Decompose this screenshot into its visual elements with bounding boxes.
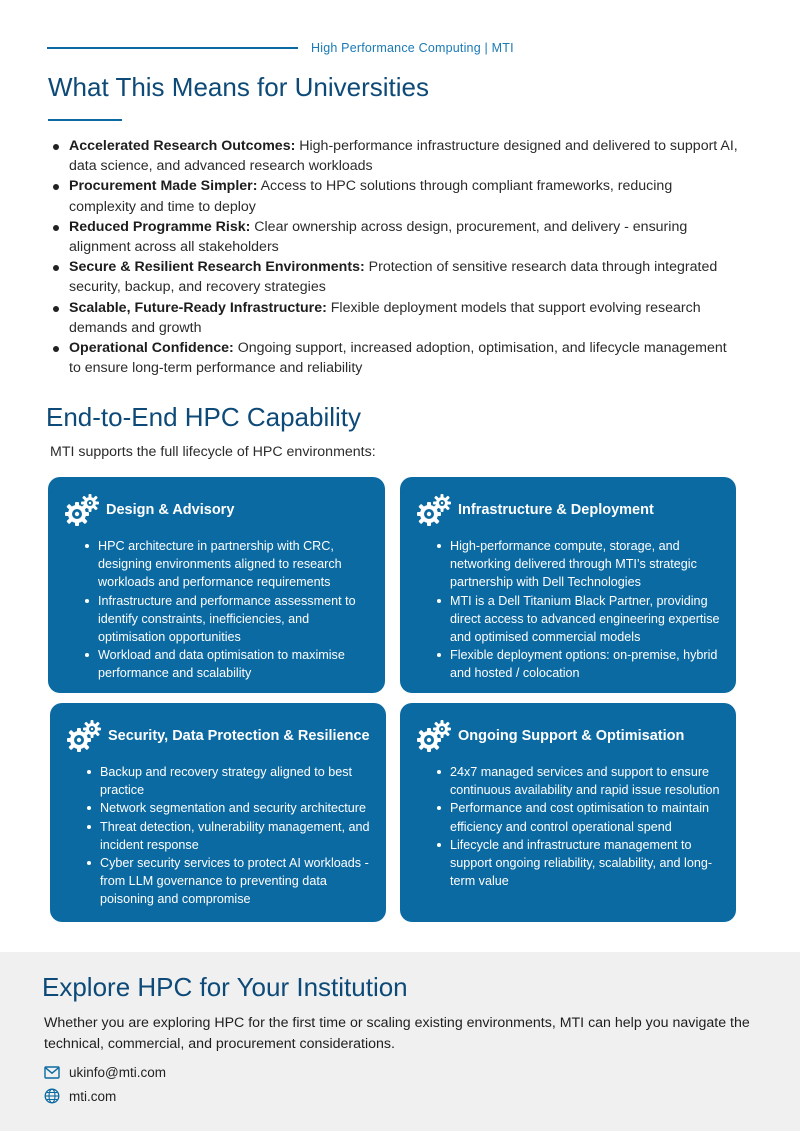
card-list xyxy=(416,763,720,890)
explore-section xyxy=(0,952,800,1131)
list-item: Network segmentation and security architecture xyxy=(84,799,370,817)
explore-text: Whether you are exploring HPC for the first time or scaling existing environments, MTI can help you navigate the technical, commercial, and procurement considerations. xyxy=(44,1015,750,1052)
website-contact[interactable] xyxy=(44,1088,116,1104)
card-security-resilience xyxy=(50,703,386,922)
list-item: Lifecycle and infrastructure management to support ongoing reliability, scalability, and long-term value xyxy=(434,836,720,891)
email-link[interactable]: ukinfo@mti.com xyxy=(69,1065,166,1080)
benefit-title: Operational Confidence: xyxy=(69,340,234,357)
gears-icon xyxy=(64,493,100,527)
email-contact[interactable] xyxy=(44,1065,166,1080)
benefit-text: Clear ownership across design, procurement, and delivery - ensuring alignment across all stakeholders xyxy=(69,218,688,256)
list-item: Cyber security services to protect AI workloads - from LLM governance to preventing data poisoning and compromise xyxy=(84,854,370,909)
benefit-title: Secure & Resilient Research Environments: xyxy=(69,259,365,276)
card-support-optimisation xyxy=(400,703,736,922)
gears-icon xyxy=(66,719,102,753)
card-list xyxy=(64,537,369,683)
card-header xyxy=(416,719,720,753)
card-title: Ongoing Support & Optimisation xyxy=(458,728,685,744)
gears-icon xyxy=(416,493,452,527)
benefit-title: Scalable, Future-Ready Infrastructure: xyxy=(69,299,327,316)
card-list xyxy=(416,537,720,683)
list-item xyxy=(48,217,738,257)
list-item xyxy=(48,298,738,338)
list-item xyxy=(48,136,738,176)
heading-underline xyxy=(48,119,122,121)
list-item: Threat detection, vulnerability management, and incident response xyxy=(84,818,370,854)
list-item: Flexible deployment options: on-premise, hybrid and hosted / colocation xyxy=(434,646,720,682)
header-rule xyxy=(47,47,298,49)
benefits-list xyxy=(48,136,738,378)
globe-icon xyxy=(44,1088,60,1104)
header-label: High Performance Computing | MTI xyxy=(311,41,514,55)
gears-icon xyxy=(416,719,452,753)
universities-heading: What This Means for Universities xyxy=(48,72,429,102)
benefit-title: Accelerated Research Outcomes: xyxy=(69,138,296,154)
card-title: Security, Data Protection & Resilience xyxy=(108,728,370,744)
list-item: HPC architecture in partnership with CRC, designing environments aligned to research workloads and performance requirements xyxy=(82,537,369,592)
list-item: MTI is a Dell Titanium Black Partner, providing direct access to advanced engineering expertise and optimised commercial models xyxy=(434,592,720,647)
list-item: Backup and recovery strategy aligned to best practice xyxy=(84,763,370,799)
card-infrastructure-deployment xyxy=(400,477,736,693)
capability-intro: MTI supports the full lifecycle of HPC environments: xyxy=(50,444,376,460)
benefit-text: High-performance infrastructure designed and delivered to support AI, data science, and advanced research workloads xyxy=(69,138,738,175)
capability-heading: End-to-End HPC Capability xyxy=(46,402,362,432)
card-header xyxy=(416,493,720,527)
list-item: Performance and cost optimisation to maintain efficiency and control operational spend xyxy=(434,799,720,835)
card-title: Design & Advisory xyxy=(106,502,235,518)
list-item: Infrastructure and performance assessment to identify constraints, inefficiencies, and optimisation opportunities xyxy=(82,592,369,647)
benefit-text: Access to HPC solutions through compliant frameworks, reducing complexity and time to deploy xyxy=(69,178,673,215)
benefit-title: Procurement Made Simpler: xyxy=(69,178,258,195)
list-item: 24x7 managed services and support to ensure continuous availability and rapid issue resolution xyxy=(434,763,720,799)
benefit-text: Flexible deployment models that support evolving research demands and growth xyxy=(69,299,701,336)
card-design-advisory xyxy=(48,477,385,693)
website-link[interactable]: mti.com xyxy=(69,1088,117,1104)
card-title: Infrastructure & Deployment xyxy=(458,502,654,518)
card-header xyxy=(64,493,369,527)
mail-icon xyxy=(44,1066,60,1079)
benefit-title: Reduced Programme Risk: xyxy=(69,218,251,235)
list-item xyxy=(48,257,738,297)
list-item: Workload and data optimisation to maximise performance and scalability xyxy=(82,646,369,682)
list-item xyxy=(48,338,738,378)
card-header xyxy=(66,719,370,753)
benefit-text: Ongoing support, increased adoption, optimisation, and lifecycle management to ensure long-term performance and reliability xyxy=(69,340,727,377)
list-item: High-performance compute, storage, and networking delivered through MTI’s strategic partnership with Dell Technologies xyxy=(434,537,720,592)
benefit-text: Protection of sensitive research data through integrated security, backup, and recovery strategies xyxy=(69,259,718,296)
card-list xyxy=(66,763,370,909)
explore-heading: Explore HPC for Your Institution xyxy=(42,972,408,1002)
list-item xyxy=(48,176,738,216)
